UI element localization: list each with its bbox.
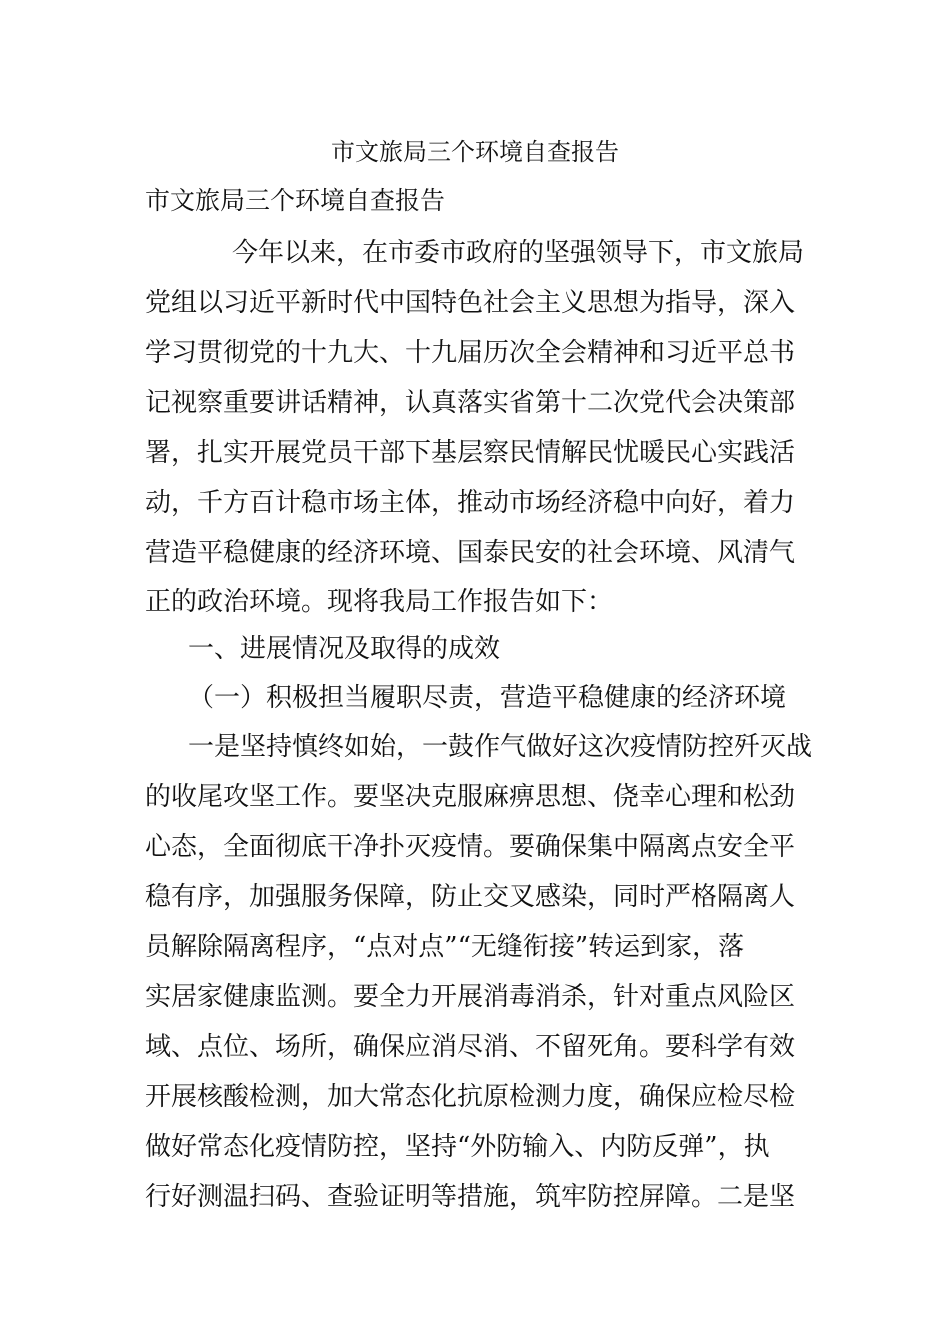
paragraph-line: 动，千方百计稳市场主体，推动市场经济稳中向好，着力: [145, 488, 796, 518]
paragraph-line: 营造平稳健康的经济环境、国泰民安的社会环境、风清气: [145, 538, 796, 568]
paragraph-line: 记视察重要讲话精神，认真落实省第十二次党代会决策部: [145, 388, 796, 418]
paragraph-line: 党组以习近平新时代中国特色社会主义思想为指导，深入: [145, 288, 796, 318]
paragraph-line: 开展核酸检测，加大常态化抗原检测力度，确保应检尽检: [145, 1082, 796, 1112]
paragraph-line: 域、点位、场所，确保应消尽消、不留死角。要科学有效: [145, 1032, 796, 1062]
paragraph-line: 稳有序，加强服务保障，防止交叉感染，同时严格隔离人: [145, 882, 796, 912]
paragraph-line: 做好常态化疫情防控，坚持“外防输入、内防反弹”，执: [145, 1132, 770, 1162]
paragraph-line: 署，扎实开展党员干部下基层察民情解民忧暖民心实践活: [145, 438, 796, 468]
paragraph-line: 行好测温扫码、查验证明等措施，筑牢防控屏障。二是坚: [145, 1182, 796, 1212]
subsection-heading: （一）积极担当履职尽责，营造平稳健康的经济环境: [188, 683, 787, 713]
paragraph-line: 一是坚持慎终如始，一鼓作气做好这次疫情防控歼灭战: [188, 732, 813, 762]
paragraph-line: 正的政治环境。现将我局工作报告如下：: [145, 587, 614, 617]
paragraph-line: 学习贯彻党的十九大、十九届历次全会精神和习近平总书: [145, 338, 796, 368]
document-subtitle: 市文旅局三个环境自查报告: [145, 186, 446, 215]
paragraph-line: 今年以来，在市委市政府的坚强领导下，市文旅局: [232, 238, 805, 268]
paragraph-line: 的收尾攻坚工作。要坚决克服麻痹思想、侥幸心理和松劲: [145, 782, 796, 812]
section-heading: 一、进展情况及取得的成效: [188, 634, 501, 664]
paragraph-line: 实居家健康监测。要全力开展消毒消杀，针对重点风险区: [145, 982, 796, 1012]
paragraph-line: 心态，全面彻底干净扑灭疫情。要确保集中隔离点安全平: [145, 832, 796, 862]
document-title: 市文旅局三个环境自查报告: [331, 138, 619, 166]
paragraph-line: 员解除隔离程序，“点对点”“无缝衔接”转运到家，落: [145, 932, 745, 962]
